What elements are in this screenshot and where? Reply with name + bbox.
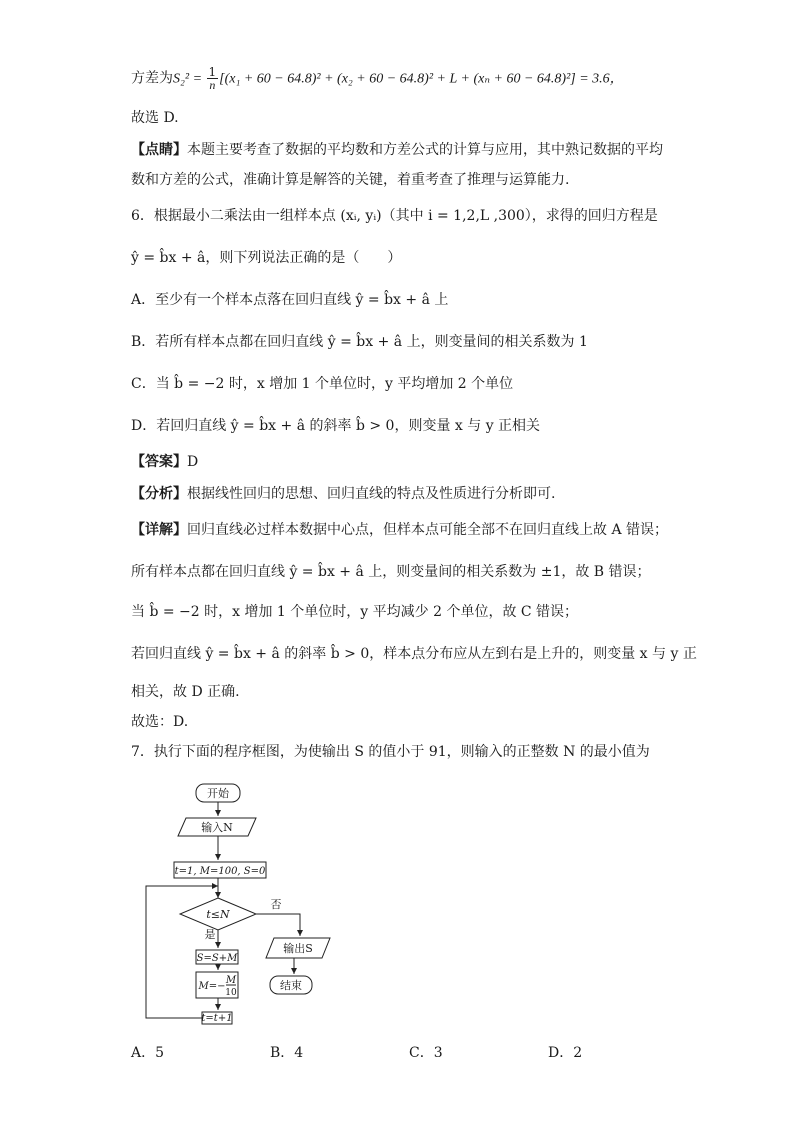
yes-label: 是 <box>204 928 216 941</box>
detail-tag: 【详解】 <box>131 522 187 538</box>
fraction-numerator: 1 <box>208 65 217 79</box>
variance-symbol: S₂² = <box>173 71 206 87</box>
condition-label: t≤N <box>206 908 230 921</box>
detail-line-4: 若回归直线 ŷ = b̂x + â 的斜率 b̂ > 0，样本点分布应从左到右是上升的，则变量 x 与 y 正 <box>131 646 697 662</box>
output-label: 输出S <box>283 942 313 955</box>
question-6-option-b: B．若所有样本点都在回归直线 ŷ = b̂x + â 上，则变量间的相关系数为 1 <box>131 334 588 350</box>
question-7-option-a: A．5 <box>131 1045 165 1061</box>
comment-tag: 【点睛】 <box>131 142 187 158</box>
sum-label: S=S+M <box>196 953 238 964</box>
end-label: 结束 <box>280 979 302 992</box>
question-7-option-b: B．4 <box>270 1045 304 1061</box>
analysis-tag: 【分析】 <box>131 486 187 502</box>
input-label: 输入N <box>201 821 233 834</box>
detail-line-3: 当 b̂ = −2 时，x 增加 1 个单位时，y 平均减少 2 个单位，故 C 错误； <box>131 604 579 620</box>
update-m-denominator: 10 <box>225 988 237 998</box>
comment-line-2: 数和方差的公式，准确计算是解答的关键，着重考查了推理与运算能力. <box>131 172 570 188</box>
start-label: 开始 <box>207 787 229 800</box>
question-6-option-c: C．当 b̂ = −2 时，x 增加 1 个单位时，y 平均增加 2 个单位 <box>131 376 514 392</box>
update-m-lhs: M=− <box>198 981 226 992</box>
fraction-denominator: n <box>209 78 216 92</box>
select-line: 故选：D. <box>131 714 189 730</box>
detail-text: 回归直线必过样本数据中心点，但样本点可能全部不在回归直线上故 A 错误； <box>187 522 669 538</box>
question-6-option-d: D．若回归直线 ŷ = b̂x + â 的斜率 b̂ > 0，则变量 x 与 y 正相关 <box>131 418 541 434</box>
update-m-numerator: M <box>225 975 237 986</box>
no-label: 否 <box>270 898 282 911</box>
choose-d-line: 故选 D. <box>131 110 179 126</box>
answer-text: D <box>187 454 199 470</box>
question-6-line-2: ŷ = b̂x + â，则下列说法正确的是（ ） <box>131 250 402 266</box>
init-label: t=1, M=100, S=0 <box>174 866 266 877</box>
comment-text: 本题主要考查了数据的平均数和方差公式的计算与应用，其中熟记数据的平均 <box>187 142 663 158</box>
variance-prefix: 方差为 <box>131 70 173 87</box>
variance-body: [(x₁ + 60 − 64.8)² + (x₂ + 60 − 64.8)² + L + (xₙ + 60 − 64.8)²] = 3.6， <box>219 71 624 87</box>
question-6-line-1: 6．根据最小二乘法由一组样本点 (xᵢ, yᵢ)（其中 i = 1,2,L ,300），求得的回归方程是 <box>131 208 658 224</box>
analysis-text: 根据线性回归的思想、回归直线的特点及性质进行分析即可. <box>187 486 556 502</box>
increment-label: t=t+1 <box>201 1013 233 1024</box>
answer-tag: 【答案】 <box>131 454 187 470</box>
detail-line-2: 所有样本点都在回归直线 ŷ = b̂x + â 上，则变量间的相关系数为 ±1，故 B 错误； <box>131 564 651 580</box>
question-7-line: 7．执行下面的程序框图，为使输出 S 的值小于 91，则输入的正整数 N 的最小值为 <box>131 744 650 760</box>
question-7-option-c: C．3 <box>409 1045 443 1061</box>
question-6-option-a: A．至少有一个样本点落在回归直线 ŷ = b̂x + â 上 <box>131 292 449 308</box>
question-7-option-d: D．2 <box>548 1045 583 1061</box>
detail-line-5: 相关，故 D 正确. <box>131 684 240 700</box>
